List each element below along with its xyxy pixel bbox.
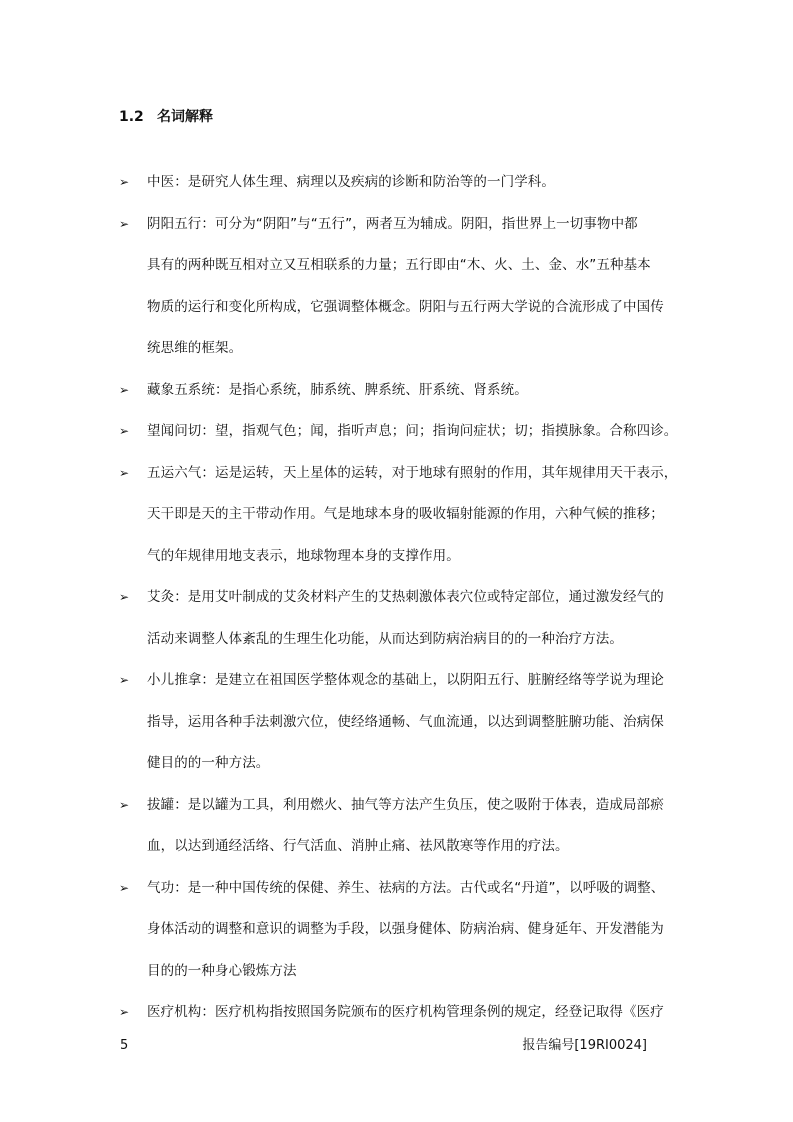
arrow-bullet-icon: ➢ — [119, 382, 130, 397]
definition-text-line: 身体活动的调整和意识的调整为手段，以强身健体、防病治病、健身延年、开发潜能为 — [147, 921, 664, 937]
definition-text-line: 活动来调整人体紊乱的生理生化功能，从而达到防病治病目的的一种治疗方法。 — [147, 630, 623, 647]
definition-text-line: 小儿推拿：是建立在祖国医学整体观念的基础上，以阴阳五行、脏腑经络等学说为理论 — [147, 672, 664, 688]
definition-item — [119, 411, 679, 453]
arrow-bullet-icon: ➢ — [119, 880, 130, 895]
arrow-bullet-icon: ➢ — [119, 673, 130, 687]
definition-text-line: 指导，运用各种手法刺激穴位，使经络通畅、气血流通，以达到调整脏腑功能、治病保 — [147, 713, 664, 730]
definition-item — [119, 204, 679, 370]
definition-item — [119, 785, 679, 868]
definition-text-line: 五运六气：运是运转，天上星体的运转，对于地球有照射的作用，其年规律用天干表示， — [147, 464, 678, 481]
definition-text-line: 健目的的一种方法。 — [147, 755, 270, 771]
arrow-bullet-icon: ➢ — [119, 1005, 130, 1019]
definition-text-line: 血，以达到通经活络、行气活血、消肿止痛、祛风散寒等作用的疗法。 — [147, 838, 569, 854]
definition-item — [119, 660, 679, 785]
definition-item — [119, 453, 679, 578]
definition-text-line: 艾灸：是用艾叶制成的艾灸材料产生的艾热刺激体表穴位或特定部位，通过激发经气的 — [147, 589, 664, 605]
arrow-bullet-icon: ➢ — [119, 424, 130, 438]
arrow-bullet-icon: ➢ — [119, 216, 130, 231]
definition-text-line: 气的年规律用地支表示，地球物理本身的支撑作用。 — [147, 547, 460, 564]
section-title: 名词解释 — [157, 109, 213, 125]
definition-text-line: 统思维的框架。 — [147, 340, 243, 356]
page-number: 5 — [120, 1038, 129, 1053]
definition-item — [119, 577, 679, 660]
definition-text-line: 天干即是天的主干带动作用。气是地球本身的吸收辐射能源的作用，六种气候的推移； — [147, 506, 664, 522]
definition-item — [119, 162, 679, 204]
report-number: 报告编号[19RI0024] — [522, 1038, 647, 1053]
arrow-bullet-icon: ➢ — [119, 590, 130, 604]
arrow-bullet-icon: ➢ — [119, 797, 130, 812]
section-heading — [119, 106, 213, 128]
arrow-bullet-icon: ➢ — [119, 175, 130, 189]
definition-text-line: 医疗机构：医疗机构指按照国务院颁布的医疗机构管理条例的规定，经登记取得《医疗 — [147, 1004, 664, 1020]
definition-list — [119, 162, 679, 1034]
definition-text-line: 具有的两种既互相对立又互相联系的力量；五行即由“木、火、土、金、水”五种基本 — [147, 257, 651, 273]
definition-item — [119, 868, 679, 993]
definition-text-line: 气功：是一种中国传统的保健、养生、祛病的方法。古代或名“丹道”，以呼吸的调整、 — [147, 879, 665, 896]
definition-text-line: 物质的运行和变化所构成，它强调整体概念。阴阳与五行两大学说的合流形成了中国传 — [147, 298, 664, 315]
definition-text-line: 中医：是研究人体生理、病理以及疾病的诊断和防治等的一门学科。 — [147, 174, 555, 190]
definition-text-line: 拔罐：是以罐为工具，利用燃火、抽气等方法产生负压，使之吸附于体表，造成局部瘀 — [147, 796, 664, 813]
definition-item — [119, 370, 679, 412]
definition-text-line: 目的的一种身心锻炼方法 — [147, 962, 297, 979]
section-number: 1.2 — [119, 109, 144, 125]
definition-text-line: 藏象五系统：是指心系统，肺系统、脾系统、肝系统、肾系统。 — [147, 381, 528, 398]
definition-item — [119, 992, 679, 1034]
arrow-bullet-icon: ➢ — [119, 465, 130, 480]
definition-text-line: 望闻问切：望，指观气色；闻，指听声息；问；指询问症状；切；指摸脉象。合称四诊。 — [147, 423, 678, 439]
definition-text-line: 阴阳五行：可分为“阴阳”与“五行”，两者互为辅成。阴阳，指世界上一切事物中都 — [147, 215, 638, 232]
